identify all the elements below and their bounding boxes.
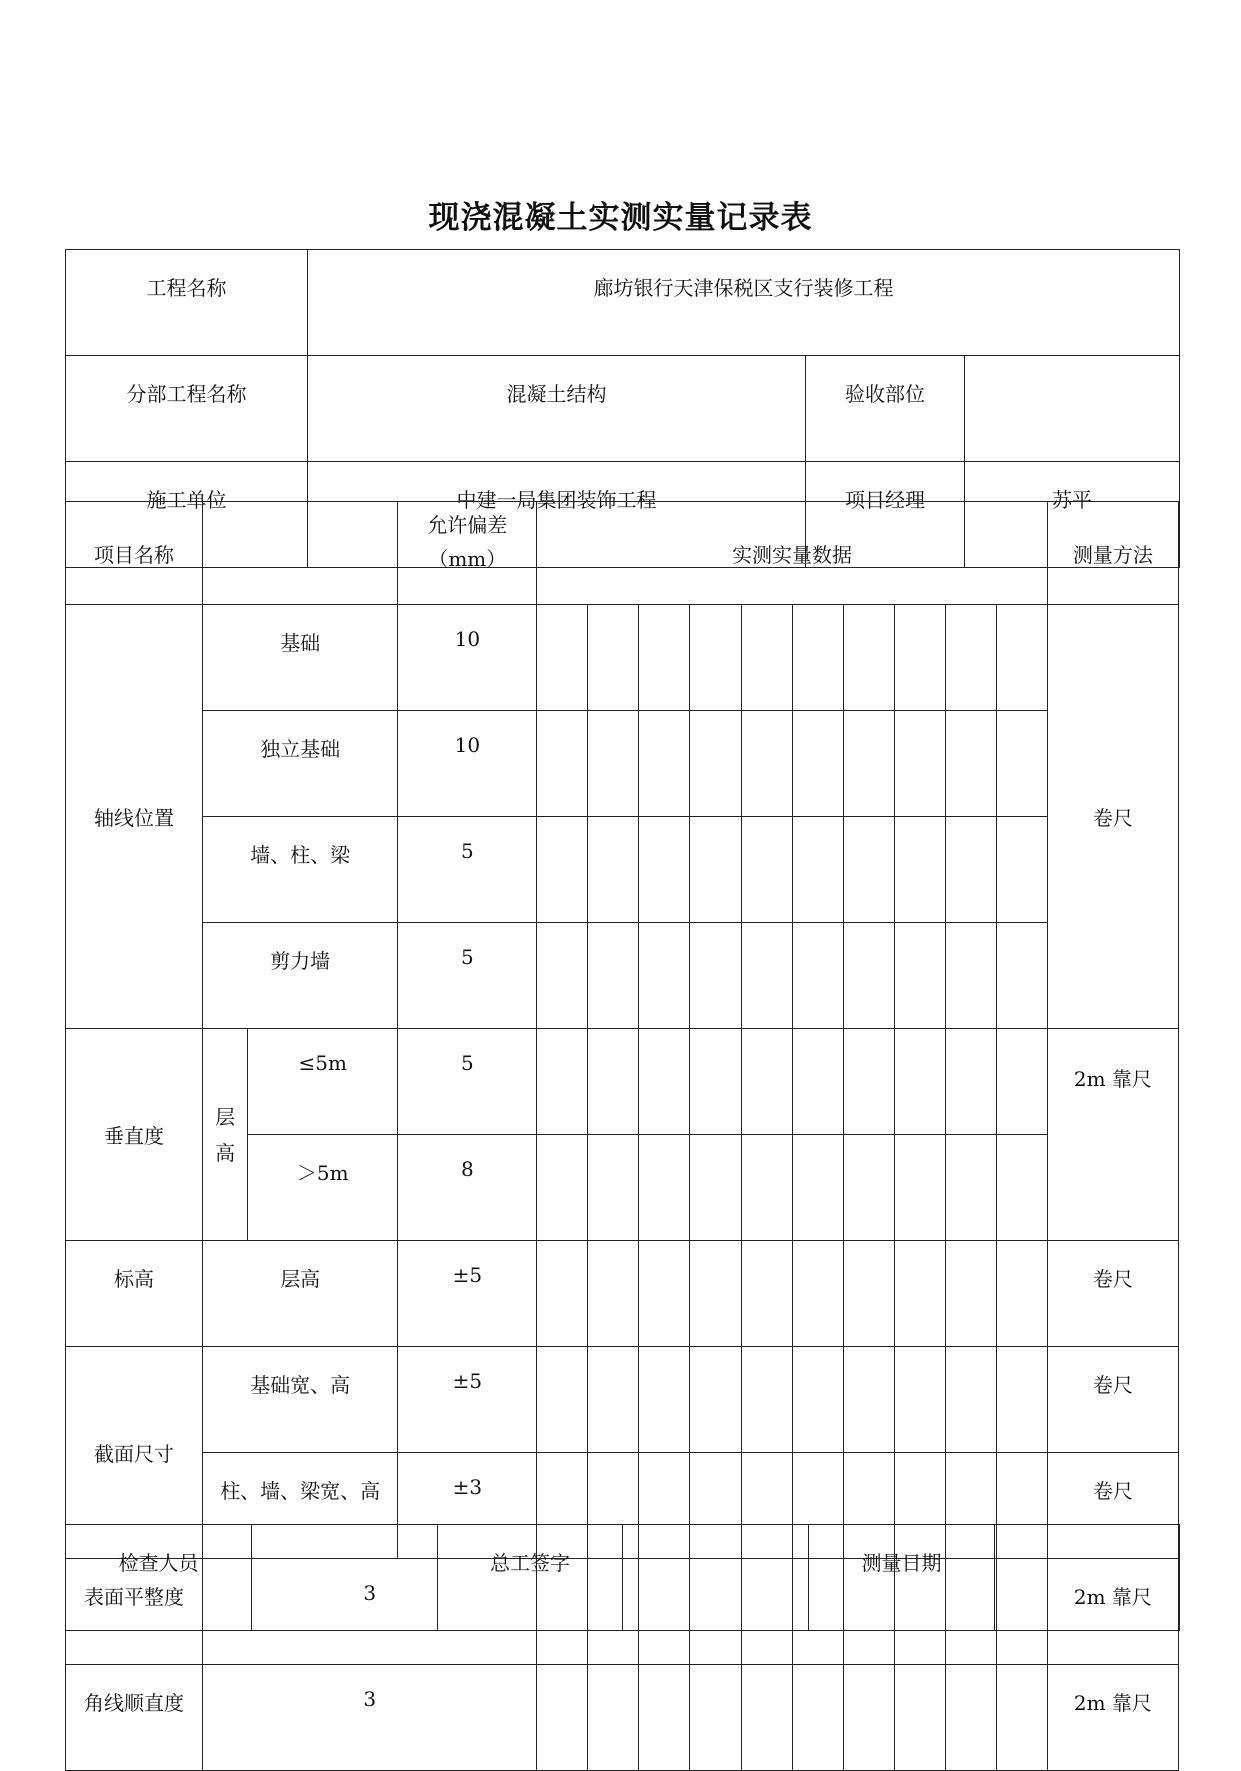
- data-cell[interactable]: [639, 1665, 690, 1771]
- item-name: 柱、墙、梁宽、高: [203, 1453, 398, 1559]
- sub-project-value[interactable]: 混凝土结构: [308, 356, 806, 462]
- table-row: [66, 1347, 1179, 1453]
- data-cell[interactable]: [639, 817, 690, 923]
- data-cell[interactable]: [996, 711, 1047, 817]
- col-item-blank: [203, 502, 398, 605]
- table-row: [66, 1241, 1179, 1347]
- data-cell[interactable]: [588, 711, 639, 817]
- data-cell[interactable]: [945, 1029, 996, 1135]
- manager-value[interactable]: 苏平: [965, 462, 1180, 568]
- table-row: [66, 1665, 1179, 1771]
- sub-project-label: 分部工程名称: [66, 356, 308, 462]
- data-cell[interactable]: [741, 817, 792, 923]
- item-name: 基础: [203, 605, 398, 711]
- data-cell[interactable]: [639, 605, 690, 711]
- signature-table: [65, 1524, 1180, 1631]
- section-method: 卷尺: [1047, 1453, 1178, 1559]
- acceptance-part-label: 验收部位: [806, 356, 965, 462]
- data-cell[interactable]: [996, 923, 1047, 1029]
- col-tolerance-line1: 允许偏差: [427, 513, 508, 537]
- floor-height-sub-label: [203, 1029, 248, 1241]
- table-row: [66, 923, 1179, 1029]
- data-cell[interactable]: [690, 817, 741, 923]
- data-cell[interactable]: [843, 605, 894, 711]
- data-cell[interactable]: [639, 1241, 690, 1347]
- data-cell[interactable]: [843, 817, 894, 923]
- corner-label: 角线顺直度: [66, 1665, 203, 1771]
- data-cell[interactable]: [690, 1241, 741, 1347]
- contractor-label: 施工单位: [66, 462, 308, 568]
- data-cell[interactable]: [843, 1135, 894, 1241]
- floor-height-char-2: 高: [215, 1140, 236, 1165]
- data-cell[interactable]: [996, 817, 1047, 923]
- item-name: ≤5m: [248, 1029, 398, 1135]
- data-cell[interactable]: [792, 817, 843, 923]
- data-cell[interactable]: [537, 605, 588, 711]
- table-row: [66, 605, 1179, 711]
- data-cell[interactable]: [537, 1241, 588, 1347]
- data-cell[interactable]: [792, 1029, 843, 1135]
- data-cell[interactable]: [894, 923, 945, 1029]
- data-cell[interactable]: [996, 605, 1047, 711]
- col-item-header: 项目名称: [66, 502, 203, 605]
- section-label: 截面尺寸: [66, 1347, 203, 1559]
- data-cell[interactable]: [945, 1665, 996, 1771]
- data-cell[interactable]: [588, 1029, 639, 1135]
- data-cell[interactable]: [690, 1029, 741, 1135]
- data-cell[interactable]: [894, 1347, 945, 1453]
- data-cell[interactable]: [945, 605, 996, 711]
- data-cell[interactable]: [741, 1241, 792, 1347]
- elevation-label: 标高: [66, 1241, 203, 1347]
- data-cell[interactable]: [690, 1347, 741, 1453]
- tolerance-value: 3: [203, 1665, 537, 1771]
- inspector-field[interactable]: [252, 1525, 438, 1631]
- data-cell[interactable]: [894, 711, 945, 817]
- data-cell[interactable]: [690, 711, 741, 817]
- item-name: ＞5m: [248, 1135, 398, 1241]
- data-cell[interactable]: [690, 1665, 741, 1771]
- inspector-label: 检查人员: [66, 1525, 252, 1631]
- data-cell[interactable]: [639, 1029, 690, 1135]
- tolerance-value: 3: [203, 1559, 537, 1665]
- item-name: 墙、柱、梁: [203, 817, 398, 923]
- col-tolerance-line2: （mm）: [428, 547, 507, 571]
- data-cell[interactable]: [588, 1135, 639, 1241]
- data-cell[interactable]: [741, 1135, 792, 1241]
- item-name: 剪力墙: [203, 923, 398, 1029]
- data-cell[interactable]: [741, 923, 792, 1029]
- data-cell[interactable]: [588, 1241, 639, 1347]
- table-row: [66, 711, 1179, 817]
- data-cell[interactable]: [843, 1347, 894, 1453]
- data-cell[interactable]: [588, 923, 639, 1029]
- data-cell[interactable]: [843, 1241, 894, 1347]
- col-method-header: 测量方法: [1047, 502, 1178, 605]
- data-cell[interactable]: [945, 817, 996, 923]
- flatness-method: 2m 靠尺: [1047, 1559, 1178, 1665]
- data-cell[interactable]: [843, 1029, 894, 1135]
- contractor-value[interactable]: 中建一局集团装饰工程: [308, 462, 806, 568]
- data-cell[interactable]: [894, 1135, 945, 1241]
- data-cell[interactable]: [741, 605, 792, 711]
- data-cell[interactable]: [741, 1665, 792, 1771]
- data-cell[interactable]: [639, 1347, 690, 1453]
- table-row: [66, 817, 1179, 923]
- vertical-label: 垂直度: [66, 1029, 203, 1241]
- data-cell[interactable]: [792, 1135, 843, 1241]
- data-cell[interactable]: [996, 1029, 1047, 1135]
- data-cell[interactable]: [792, 923, 843, 1029]
- axis-label: 轴线位置: [66, 605, 203, 1029]
- measure-date-label: 测量日期: [809, 1525, 995, 1631]
- data-cell[interactable]: [894, 1029, 945, 1135]
- data-cell[interactable]: [792, 1241, 843, 1347]
- corner-method: 2m 靠尺: [1047, 1665, 1178, 1771]
- data-cell[interactable]: [792, 605, 843, 711]
- data-cell[interactable]: [639, 923, 690, 1029]
- data-cell[interactable]: [741, 1029, 792, 1135]
- item-name: 基础宽、高: [203, 1347, 398, 1453]
- tolerance-value: 5: [398, 817, 537, 923]
- chief-engineer-label: 总工签字: [438, 1525, 623, 1631]
- project-name-value[interactable]: 廊坊银行天津保税区支行装修工程: [308, 250, 1180, 356]
- table-row: [66, 1029, 1179, 1135]
- data-cell[interactable]: [537, 817, 588, 923]
- project-name-label: 工程名称: [66, 250, 308, 356]
- data-cell[interactable]: [945, 1135, 996, 1241]
- tolerance-value: ±3: [398, 1453, 537, 1559]
- section-method: 卷尺: [1047, 1347, 1178, 1453]
- item-name: 层高: [203, 1241, 398, 1347]
- tolerance-value: 5: [398, 923, 537, 1029]
- data-cell[interactable]: [537, 1665, 588, 1771]
- axis-method: 卷尺: [1047, 605, 1178, 1029]
- measure-date-field[interactable]: [995, 1525, 1180, 1631]
- data-cell[interactable]: [894, 1665, 945, 1771]
- data-cell[interactable]: [792, 1347, 843, 1453]
- col-tolerance-header: [398, 502, 537, 605]
- data-cell[interactable]: [537, 1135, 588, 1241]
- data-cell[interactable]: [945, 711, 996, 817]
- floor-height-char-1: 层: [215, 1104, 236, 1129]
- data-cell[interactable]: [690, 605, 741, 711]
- data-cell[interactable]: [588, 605, 639, 711]
- data-cell[interactable]: [996, 1665, 1047, 1771]
- acceptance-part-value[interactable]: [965, 356, 1180, 462]
- tolerance-value: 5: [398, 1029, 537, 1135]
- data-cell[interactable]: [843, 1665, 894, 1771]
- flatness-label: 表面平整度: [66, 1559, 203, 1665]
- page-title: 现浇混凝土实测实量记录表: [428, 200, 813, 236]
- tolerance-value: ±5: [398, 1347, 537, 1453]
- data-cell[interactable]: [639, 1135, 690, 1241]
- data-cell[interactable]: [537, 1347, 588, 1453]
- data-cell[interactable]: [639, 711, 690, 817]
- data-cell[interactable]: [843, 923, 894, 1029]
- data-cell[interactable]: [996, 1241, 1047, 1347]
- data-cell[interactable]: [792, 1665, 843, 1771]
- tolerance-value: 8: [398, 1135, 537, 1241]
- data-cell[interactable]: [843, 711, 894, 817]
- tolerance-value: ±5: [398, 1241, 537, 1347]
- data-cell[interactable]: [741, 1347, 792, 1453]
- tolerance-value: 10: [398, 711, 537, 817]
- data-cell[interactable]: [894, 1241, 945, 1347]
- data-cell[interactable]: [537, 711, 588, 817]
- chief-engineer-signature-field[interactable]: [623, 1525, 809, 1631]
- data-cell[interactable]: [690, 1135, 741, 1241]
- data-cell[interactable]: [588, 1347, 639, 1453]
- vertical-method: 2m 靠尺: [1047, 1029, 1178, 1241]
- elevation-method: 卷尺: [1047, 1241, 1178, 1347]
- data-cell[interactable]: [894, 817, 945, 923]
- data-cell[interactable]: [945, 923, 996, 1029]
- data-cell[interactable]: [588, 817, 639, 923]
- data-cell[interactable]: [537, 923, 588, 1029]
- data-cell[interactable]: [945, 1241, 996, 1347]
- data-cell[interactable]: [588, 1665, 639, 1771]
- data-cell[interactable]: [894, 605, 945, 711]
- data-cell[interactable]: [996, 1347, 1047, 1453]
- data-cell[interactable]: [690, 923, 741, 1029]
- data-cell[interactable]: [741, 711, 792, 817]
- tolerance-value: 10: [398, 605, 537, 711]
- data-cell[interactable]: [996, 1135, 1047, 1241]
- data-cell[interactable]: [537, 1029, 588, 1135]
- item-name: 独立基础: [203, 711, 398, 817]
- manager-label: 项目经理: [806, 462, 965, 568]
- data-cell[interactable]: [792, 711, 843, 817]
- col-data-header: 实测实量数据: [537, 502, 1047, 605]
- data-cell[interactable]: [945, 1347, 996, 1453]
